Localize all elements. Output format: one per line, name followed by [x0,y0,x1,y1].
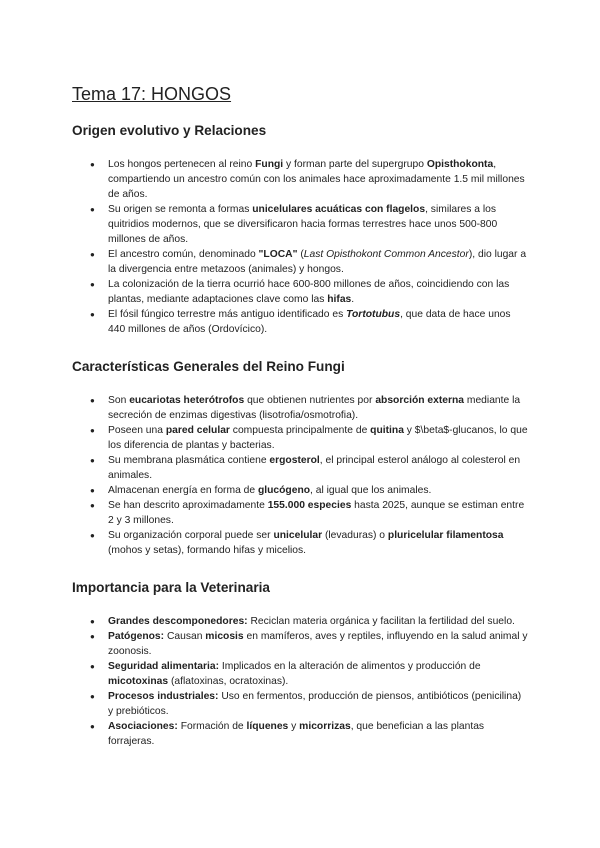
text-run: pared celular [165,425,230,436]
list-item [108,157,528,202]
text-run: glucógeno [257,485,311,496]
list-item [108,629,528,659]
text-run: Almacenan energía en forma de [108,485,258,496]
text-run: ( [297,249,304,260]
list-item [108,202,528,247]
list-item [108,614,528,629]
text-run: unicelular [273,530,323,541]
text-run: quitina [370,425,404,436]
text-run: Poseen una [108,425,166,436]
text-run: micorrizas [299,721,351,732]
list-item [108,498,528,528]
text-run: y forman parte del supergrupo [283,159,427,170]
text-run: (mohos y setas), formando hifas y micelios. [108,545,306,556]
text-run: , el principal esterol análogo al colesterol en animales. [108,455,521,481]
page-title: Tema 17: HONGOS [72,84,232,104]
text-run: Implicados en la alteración de alimentos y producción de [219,661,481,672]
text-run: Se han descrito aproximadamente [108,500,268,511]
text-run: hasta 2025, aunque se estiman entre 2 y 3 millones. [108,500,525,526]
text-run: ergosterol [269,455,320,466]
document-body [72,122,528,749]
text-run: micosis [205,631,244,642]
text-run: Formación de [177,721,247,732]
text-run: Los hongos pertenecen al reino [108,159,256,170]
text-run: 155.000 especies [267,500,352,511]
text-run: que obtienen nutrientes por [244,395,376,406]
list-item [108,247,528,277]
text-run: hifas [327,294,352,305]
text-run: líquenes [246,721,289,732]
text-run: Causan [164,631,206,642]
section-heading: Características Generales del Reino Fungi [72,359,345,374]
text-run: Uso en fermentos, producción de piensos, antibióticos (penicilina) y prebióticos. [108,691,522,717]
text-run: Last Opisthokont Common Ancestor [303,249,469,260]
bullet-list [72,393,528,558]
text-run: Procesos industriales: [108,691,219,702]
text-run: El fósil fúngico terrestre más antiguo identificado es [108,309,347,320]
text-run: , al igual que los animales. [310,485,432,496]
list-item [108,453,528,483]
list-item [108,659,528,689]
text-run: eucariotas heterótrofos [129,395,245,406]
text-run: , que benefician a las plantas forrajeras. [108,721,485,747]
text-run: Su origen se remonta a formas [108,204,253,215]
text-run: ), dio lugar a la divergencia entre metazoos (animales) y hongos. [108,249,527,275]
section-heading: Importancia para la Veterinaria [72,580,270,595]
text-run: Asociaciones: [108,721,178,732]
text-run: Opisthokonta [426,159,494,170]
text-run: Son [108,395,130,406]
text-run: Su membrana plasmática contiene [108,455,270,466]
text-run: compuesta principalmente de [229,425,371,436]
list-item [108,307,528,337]
list-item [108,423,528,453]
text-run: pluricelular filamentosa [387,530,504,541]
text-run: mediante la secreción de enzimas digestivas (lisotrofia/osmotrofia). [108,395,521,421]
text-run: "LOCA" [258,249,298,260]
list-item [108,393,528,423]
text-run: , compartiendo un ancestro común con los animales hace aproximadamente 1.5 mil millones de años. [108,159,525,200]
text-run: Tortotubus [346,309,401,320]
text-run: y [288,721,300,732]
text-run: y $\beta$-glucanos, lo que los diferencia de plantas y bacterias. [108,425,528,451]
text-run: , que data de hace unos 440 millones de años (Ordovícico). [108,309,511,335]
text-run: Patógenos: [108,631,165,642]
text-run: . [351,294,355,305]
text-run: Grandes descomponedores: [108,616,248,627]
text-run: (levaduras) o [322,530,388,541]
text-run: Reciclan materia orgánica y facilitan la fertilidad del suelo. [247,616,515,627]
list-item [108,483,528,498]
text-run: Su organización corporal puede ser [108,530,274,541]
text-run: Fungi [255,159,284,170]
section-heading: Origen evolutivo y Relaciones [72,123,267,138]
text-run: absorción externa [375,395,465,406]
text-run: en mamíferos, aves y reptiles, influyendo en la salud animal y zoonosis. [108,631,528,657]
bullet-list [72,614,528,749]
list-item [108,277,528,307]
text-run: La colonización de la tierra ocurrió hace 600-800 millones de años, coincidiendo con las plantas, mediante adaptaciones clave como las [108,279,510,305]
text-run: unicelulares acuáticas con flagelos [252,204,426,215]
list-item [108,689,528,719]
text-run: , similares a los quitridios modernos, que se diversificaron hacia formas terrestres hace unos 500-800 millones de años. [108,204,498,245]
text-run: (aflatoxinas, ocratoxinas). [168,676,289,687]
bullet-list [72,157,528,337]
text-run: micotoxinas [108,676,169,687]
list-item [108,528,528,558]
text-run: El ancestro común, denominado [108,249,259,260]
list-item [108,719,528,749]
text-run: Seguridad alimentaria: [108,661,220,672]
